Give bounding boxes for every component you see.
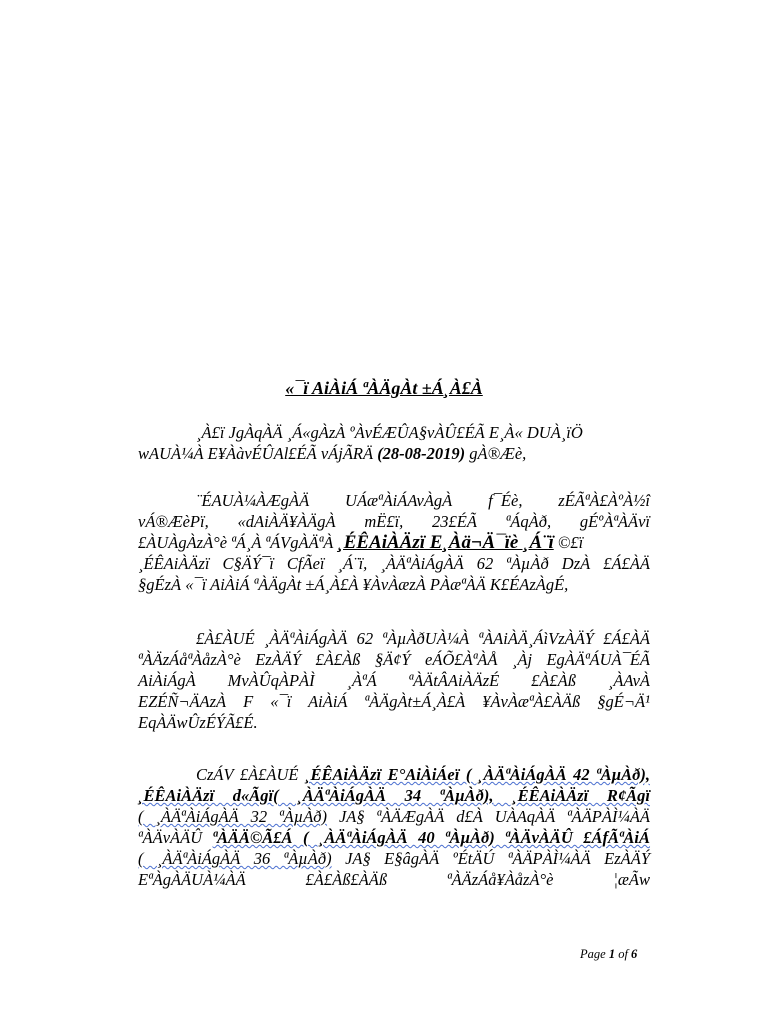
paragraph-line: [138, 827, 650, 848]
paragraph-declaration: [138, 628, 650, 733]
text-run: JA§ ªÀÄÆgÀÄ d£À UÀAqÀÄ ªÀÄPÀÌ¼ÀÄ: [327, 807, 650, 826]
document-title: «¯ï AiÀiÁ ªÀÄgÀt ±Á¸À£À: [285, 378, 483, 398]
paragraph-line: ¨ÉAUÀ¼ÀÆgÀÄ UÁæªÀiÁAvÀgÀ f¯Éè, zÉÃªÀ£ÀºÀ½î: [196, 491, 650, 510]
paragraph-line: EªÀgÀÄUÀ¼ÀÄ £À£Àß£ÀÄß ªÀÄzÁå¥ÀåzÀ°è ¦æÃw: [138, 870, 650, 889]
text-run: £ÀUÀgÀzÀ°è ªÁ¸À ªÁVgÀÄªÀ: [138, 533, 338, 552]
heir-name: ¸ÉÊAiÀÄzï R¢Ãgï: [493, 786, 650, 805]
heir-name: ªÀÄÄ©Ã£Á ( ¸ÀÄªÀiÁgÀÄ 40 ªÀµÀð) ªÀÄvÀÄÛ £ÁfÃªÀiÁ: [212, 828, 651, 847]
paragraph-line: [138, 848, 650, 869]
text-run: ©£ï: [553, 533, 584, 552]
paragraph-line: [138, 806, 650, 827]
heir-name: ¸ÉÊAiÀÄzï d«Ãgï( ¸ÀÄªÀiÁgÀÄ 34 ªÀµÀð),: [138, 786, 494, 805]
text-run: ªÀÄvÀÄÛ: [138, 828, 213, 847]
paragraph-line: vÁ®ÆèPï, «dAiÀÄ¥ÀÄgÀ mË£ï, 23£ÉÃ ªÁqÀð, gÉºÀªÀÄvï: [138, 512, 650, 531]
paragraph-line: ¸ÉÊAiÀÄzï C§ÄÝ¯ï CfÃeï ¸Á¨ï, ¸ÀÄªÀiÁgÀÄ 62 ªÀµÀð DzÀ £Á£ÀÄ: [138, 554, 650, 573]
date-text: (28-08-2019): [377, 444, 466, 463]
text-run: gÀ®Æè,: [465, 444, 527, 463]
paragraph-line: ªÀÄzÁåªÀåzÀ°è EzÀÄÝ £À£Àß §Ä¢Ý eÁÕ£ÀªÀÅ ¸Àj EgÀÄªÁUÀ¯ÉÃ: [138, 650, 650, 669]
paragraph-date: [138, 422, 650, 464]
page-footer: [580, 946, 637, 962]
paragraph-line: ¸À£ï JgÀqÀÄ ¸Á«gÀzÀ ºÀvÉÆÛA§vÀÛ£ÉÃ E¸À« DUÀ¸ïÖ: [196, 423, 583, 442]
text-run: wAUÀ¼À E¥ÀàvÉÛAl£ÉÃ vÁjÃRÄ: [138, 444, 378, 463]
paragraph-line: §gÉzÀ «¯ï AiÀiÁ ªÀÄgÀt ±Á¸À£À ¥ÀvÀæzÀ PÀæªÀÄ K£ÉAzÀgÉ,: [138, 575, 569, 594]
footer-page-number: 1: [608, 947, 616, 961]
paragraph-line: AiÀiÁgÀ MvÀÛqÀPÀÌ ¸ÀªÁ ªÀÄtÂAiÀÄzÉ £À£Àß ¸ÀAvÀ: [138, 671, 650, 690]
heir-age: ( ¸ÀÄªÀiÁgÀÄ 36 ªÀµÀð): [138, 849, 332, 868]
text-run: JA§ E§âgÀÄ ºÉtÄÚ ªÀÄPÀÌ¼ÀÄ EzÀÄÝ: [331, 849, 650, 868]
paragraph-line: [138, 443, 650, 464]
text-run: CzÁV £À£ÀUÉ: [196, 765, 305, 784]
footer-page-label: Page: [580, 947, 606, 961]
paragraph-line: EZÉÑ¬ÄAzÀ F «¯ï AiÀiÁ ªÀÄgÀt±Á¸À£À ¥ÀvÀæªÀ£ÀÄß §gÉ¬Ä¹: [138, 692, 650, 711]
paragraph-line: [138, 764, 650, 785]
paragraph-line: [138, 532, 650, 553]
paragraph-line: [138, 785, 650, 806]
testator-name: ¸ÉÊAiÀÄzï E¸Àä¬Ä¯ïè ¸Á¨ï: [337, 532, 554, 553]
paragraph-line: EqÀÄwÛzÉÝÃ£É.: [138, 713, 258, 732]
footer-page-total: 6: [631, 947, 638, 961]
paragraph-heirs: [138, 764, 650, 890]
heir-name: ¸ÉÊAiÀÄzï E°AiÀiÁeï ( ¸ÀÄªÀiÁgÀÄ 42 ªÀµÀð),: [305, 765, 650, 784]
paragraph-testator: [138, 490, 650, 595]
paragraph-line: £À£ÀUÉ ¸ÀÄªÀiÁgÀÄ 62 ªÀµÀðUÀ¼À ªÀAiÀÄ¸ÁìVzÀÄÝ £Á£ÀÄ: [196, 629, 650, 648]
footer-of-label: of: [618, 947, 628, 961]
heir-age: ( ¸ÀÄªÀiÁgÀÄ 32 ªÀµÀð): [138, 807, 328, 826]
